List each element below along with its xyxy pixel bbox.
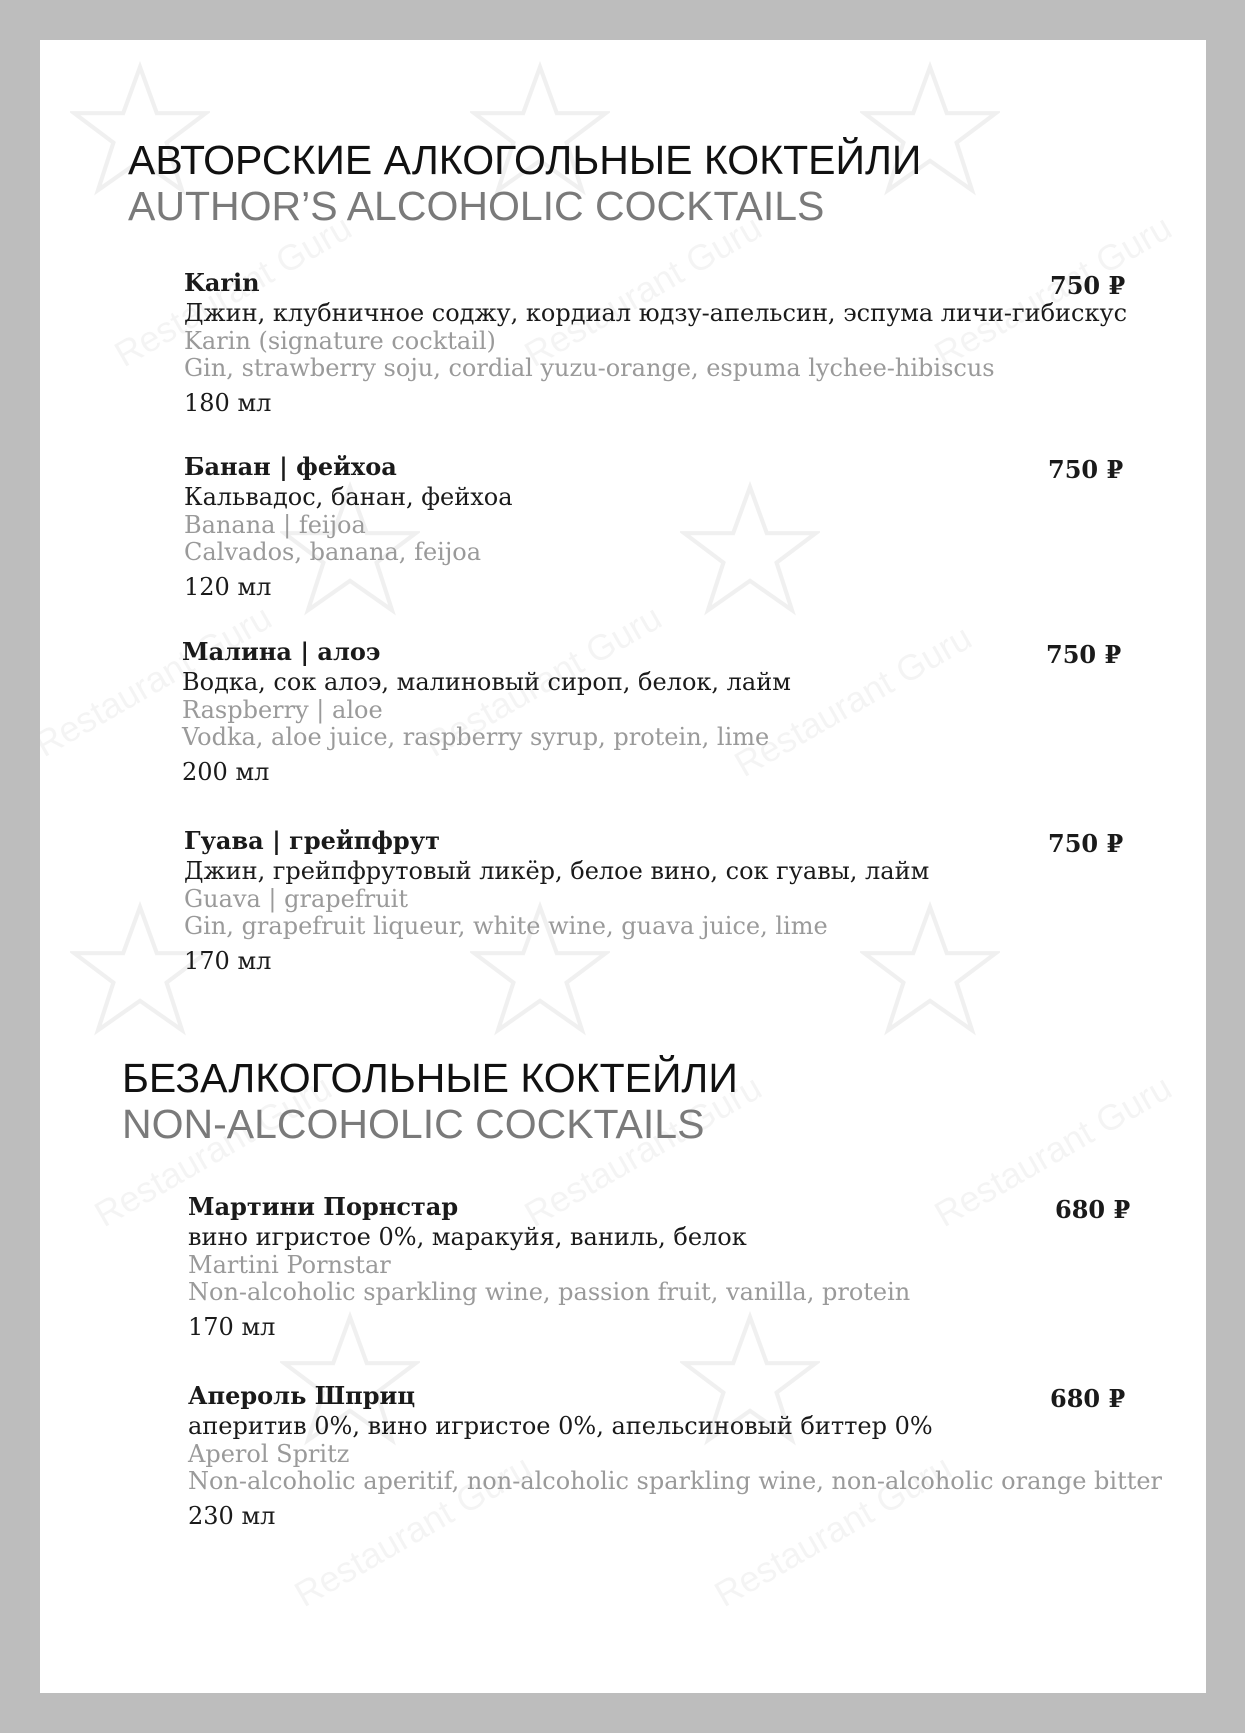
menu-item — [184, 268, 1164, 418]
section-title-non-alcoholic — [122, 1055, 738, 1147]
menu-item — [188, 1381, 1168, 1531]
item-description-en: Gin, strawberry soju, cordial yuzu-orange, espuma lychee-hibiscus — [184, 354, 995, 382]
item-name: Апероль Шприц — [188, 1381, 416, 1410]
item-price: 750 ₽ — [1048, 455, 1124, 484]
item-name: Банан | фейхоа — [184, 452, 397, 481]
item-price: 680 ₽ — [1050, 1384, 1126, 1413]
item-description: Водка, сок алоэ, малиновый сироп, белок, лайм — [182, 668, 791, 696]
item-name-en: Aperol Spritz — [188, 1440, 350, 1468]
item-volume: 180 мл — [184, 389, 272, 417]
item-description-en: Vodka, aloe juice, raspberry syrup, protein, lime — [182, 723, 770, 751]
item-description-en: Non-alcoholic aperitif, non-alcoholic sparkling wine, non-alcoholic orange bitter — [188, 1467, 1163, 1495]
item-name: Малина | алоэ — [182, 637, 381, 666]
menu-item — [184, 452, 1164, 602]
item-description: аперитив 0%, вино игристое 0%, апельсиновый биттер 0% — [188, 1412, 933, 1440]
item-name-en: Raspberry | aloe — [182, 696, 383, 724]
item-description-en: Gin, grapefruit liqueur, white wine, guava juice, lime — [184, 912, 828, 940]
section-title-ru: БЕЗАЛКОГОЛЬНЫЕ КОКТЕЙЛИ — [122, 1055, 738, 1101]
menu-page — [40, 40, 1206, 1693]
item-name: Гуава | грейпфрут — [184, 826, 440, 855]
item-name-en: Karin (signature cocktail) — [184, 327, 496, 355]
item-description: Кальвадос, банан, фейхоа — [184, 483, 513, 511]
menu-item — [184, 826, 1164, 976]
item-description: вино игристое 0%, маракуйя, ваниль, белок — [188, 1223, 747, 1251]
section-title-en: NON-ALCOHOLIC COCKTAILS — [122, 1101, 705, 1147]
item-description: Джин, грейпфрутовый ликёр, белое вино, сок гуавы, лайм — [184, 857, 930, 885]
item-name-en: Banana | feijoa — [184, 511, 366, 539]
menu-item — [182, 637, 1162, 787]
item-name-en: Martini Pornstar — [188, 1251, 391, 1279]
item-name-en: Guava | grapefruit — [184, 885, 408, 913]
menu-item — [188, 1192, 1168, 1342]
item-volume: 200 мл — [182, 758, 270, 786]
item-price: 750 ₽ — [1046, 640, 1122, 669]
item-description: Джин, клубничное соджу, кордиал юдзу-апельсин, эспума личи-гибискус — [184, 299, 1128, 327]
item-description-en: Non-alcoholic sparkling wine, passion fruit, vanilla, protein — [188, 1278, 911, 1306]
section-title-en: AUTHOR’S ALCOHOLIC COCKTAILS — [128, 183, 825, 229]
section-title-ru: АВТОРСКИЕ АЛКОГОЛЬНЫЕ КОКТЕЙЛИ — [128, 137, 922, 183]
section-title-alcoholic — [128, 137, 921, 229]
item-price: 680 ₽ — [1055, 1195, 1131, 1224]
item-price: 750 ₽ — [1050, 271, 1126, 300]
item-price: 750 ₽ — [1048, 829, 1124, 858]
item-volume: 230 мл — [188, 1502, 276, 1530]
item-volume: 170 мл — [188, 1313, 276, 1341]
item-name: Karin — [184, 268, 260, 297]
item-volume: 120 мл — [184, 573, 272, 601]
item-description-en: Calvados, banana, feijoa — [184, 538, 482, 566]
item-volume: 170 мл — [184, 947, 272, 975]
item-name: Мартини Порнстар — [188, 1192, 459, 1221]
